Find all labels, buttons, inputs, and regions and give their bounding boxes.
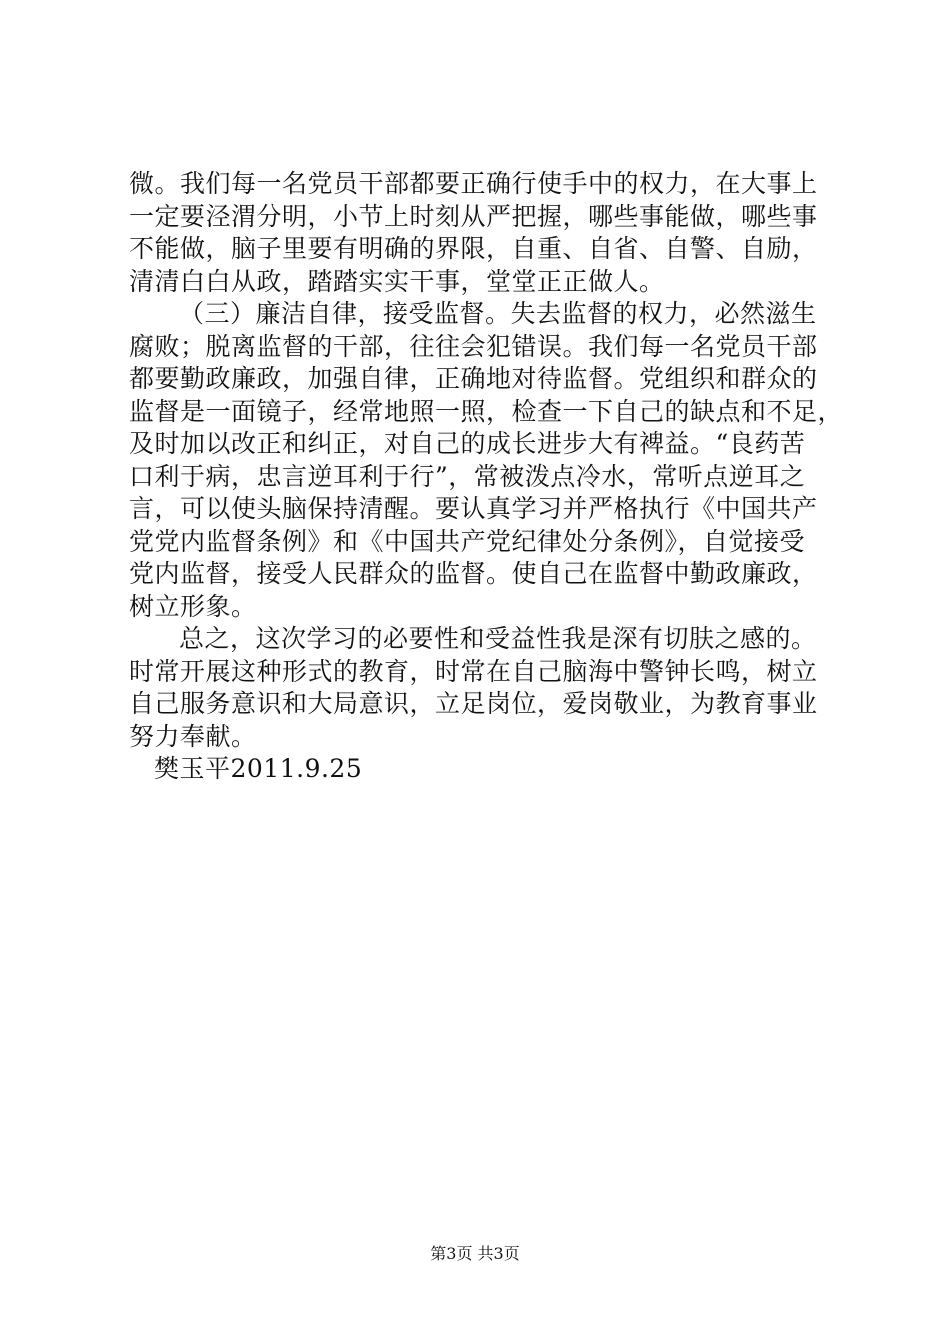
signature-date: 樊玉平2011.9.25 [154,754,363,783]
section-heading-line: （三）廉洁自律，接受监督。失去监督的权力，必然滋生 [179,299,817,328]
text-line: 自己服务意识和大局意识，立足岗位，爱岗敬业，为教育事业 [129,689,818,718]
page-footer: 第3页 共3页 [430,1244,520,1263]
text-line: 腐败；脱离监督的干部，往往会犯错误。我们每一名党员干部 [129,331,818,361]
text-line: 微。我们每一名党员干部都要正确行使手中的权力，在大事上 [129,169,818,198]
text-line: 一定要泾渭分明，小节上时刻从严把握，哪些事能做，哪些事 [129,201,818,231]
text-line: 及时加以改正和纠正，对自己的成长进步大有裨益。“良药苦 [129,429,806,458]
text-line: 都要勤政廉政，加强自律，正确地对待监督。党组织和群众的 [129,364,818,393]
text-line: 党党内监督条例》和《中国共产党纪律处分条例》，自觉接受 [129,526,806,556]
text-line: 言，可以使头脑保持清醒。要认真学习并严格执行《中国共产 [129,494,818,523]
document-body [129,168,844,786]
text-line: 党内监督，接受人民群众的监督。使自己在监督中勤政廉政， [129,559,818,588]
text-line: 口利于病，忠言逆耳利于行”，常被泼点冷水，常听点逆耳之 [129,461,806,491]
text-line: 监督是一面镜子，经常地照一照，检查一下自己的缺点和不足， [129,396,844,426]
text-line: 树立形象。 [129,591,257,621]
text-line: 不能做，脑子里要有明确的界限，自重、自省、自警、自励， [129,234,818,263]
paragraph-start-line: 总之，这次学习的必要性和受益性我是深有切肤之感的。 [179,624,817,653]
text-line: 时常开展这种形式的教育，时常在自己脑海中警钟长鸣，树立 [129,656,818,686]
text-line: 清清白白从政，踏踏实实干事，堂堂正正做人。 [129,266,665,296]
text-line: 努力奉献。 [129,721,257,751]
